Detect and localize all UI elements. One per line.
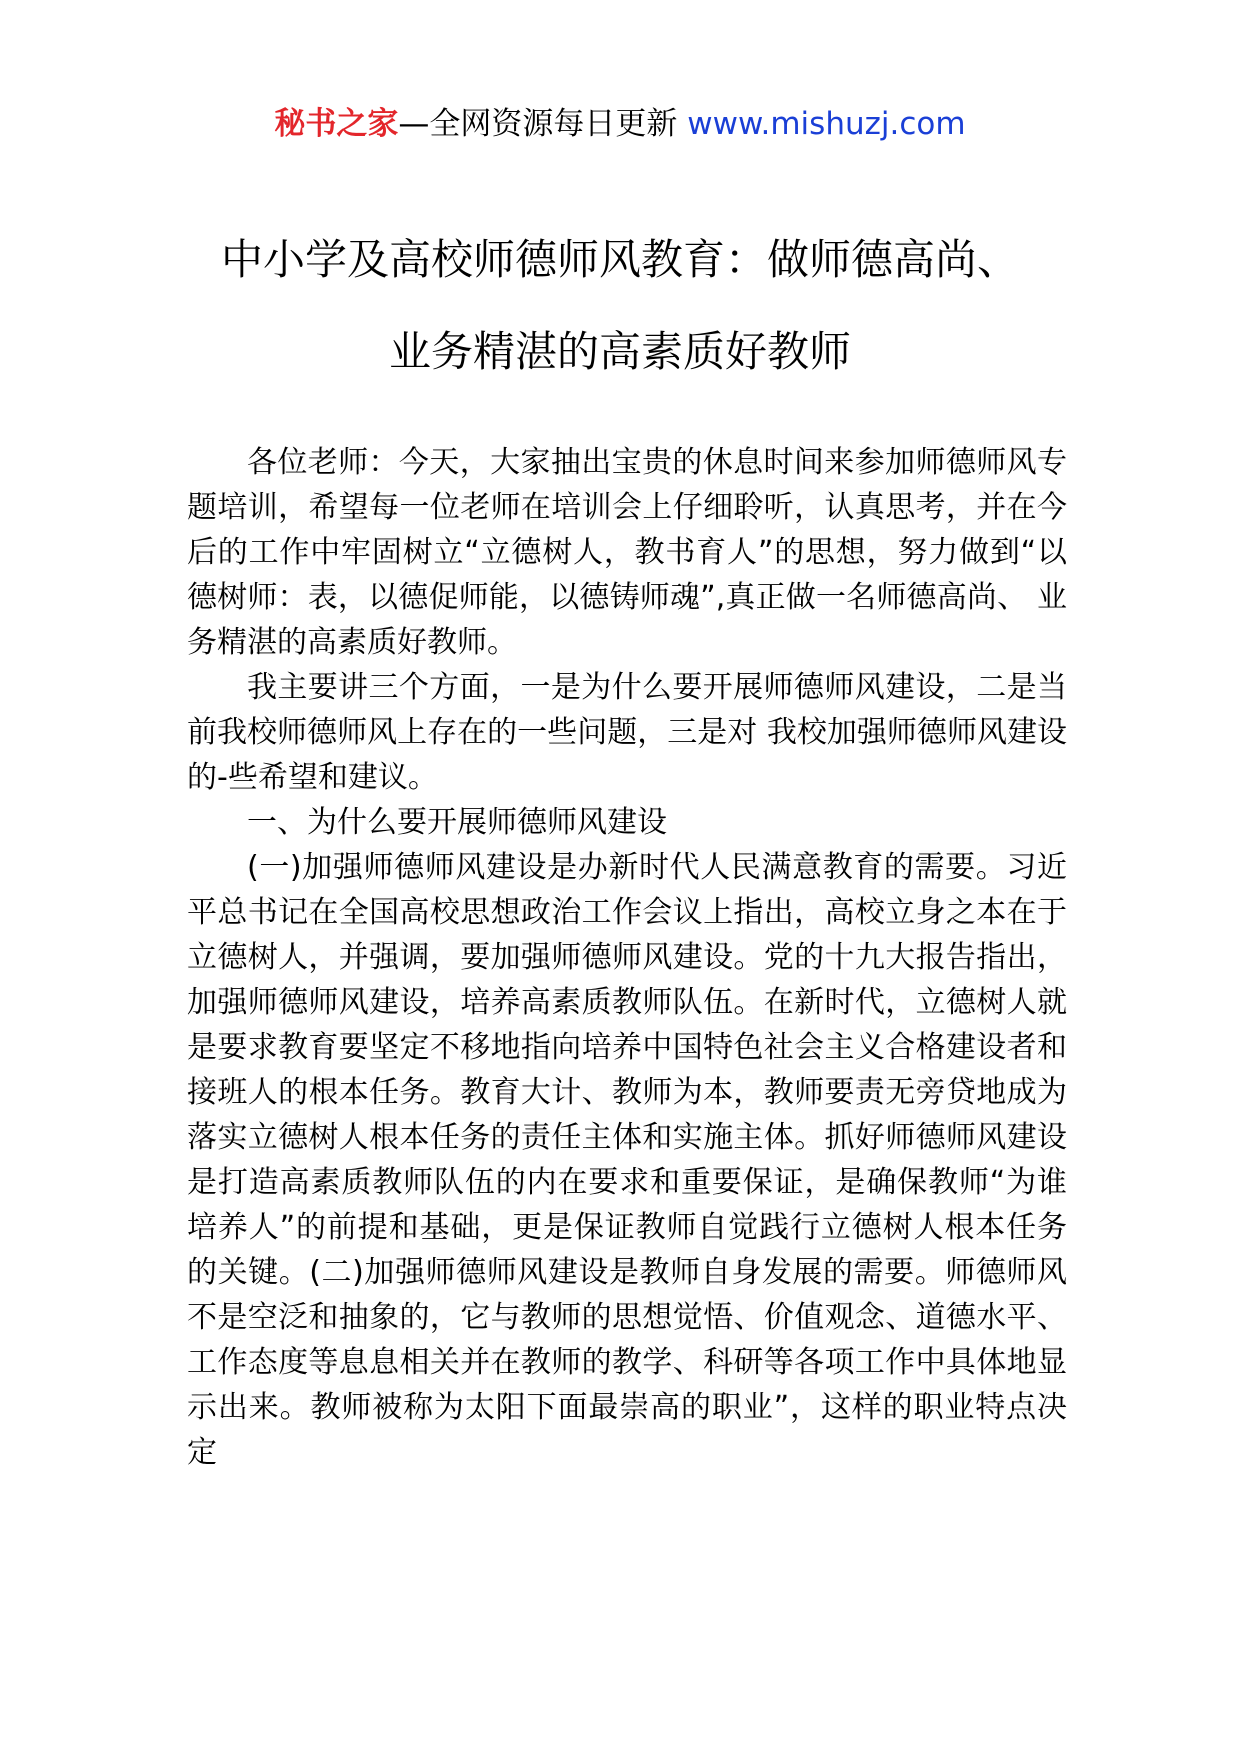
site-url-link[interactable]: www.mishuzj.com xyxy=(687,106,966,142)
paragraph-outline: 我主要讲三个方面，一是为什么要开展师德师风建设，二是当前我校师德师风上存在的一些问题，三是对 我校加强师德师风建设的-些希望和建议。 xyxy=(187,670,1067,795)
section-heading-1: 一、为什么要开展师德师风建设 xyxy=(247,805,667,840)
brand-name: 秘书之家 xyxy=(274,106,399,142)
document-body xyxy=(187,440,1067,1475)
paragraph-section-1: (一)加强师德师风建设是办新时代人民满意教育的需要。习近平总书记在全国高校思想政治工作会议上指出，高校立身之本在于立德树人，并强调，要加强师德师风建设。党的十九大报告指出，加强师德师风建设，培养高素质教师队伍。在新时代，立德树人就是要求教育要坚定不移地指向培养中国特色社会主义合格建设者和接班人的根本任务。教育大计、教师为本，教师要责无旁贷地成为落实立德树人根本任务的责任主体和实施主体。抓好师德师风建设是打造高素质教师队伍的内在要求和重要保证，是确保教师“为谁培养人”的前提和基础，更是保证教师自觉践行立德树人根本任务的关键。(二)加强师德师风建设是教师自身发展的需要。师德师风不是空泛和抽象的，它与教师的思想觉悟、价值观念、道德水平、工作态度等息息相关并在教师的教学、科研等各项工作中具体地显示出来。教师被称为太阳下面最崇高的职业”，这样的职业特点决定 xyxy=(187,850,1067,1470)
site-header xyxy=(0,104,1240,144)
document-title-line-1: 中小学及高校师德师风教育：做师德高尚、 xyxy=(220,235,1019,284)
document-title-line-2: 业务精湛的高素质好教师 xyxy=(388,327,851,376)
paragraph-greeting: 各位老师：今天，大家抽出宝贵的休息时间来参加师德师风专题培训，希望每一位老师在培训会上仔细聆听，认真思考，并在今后的工作中牢固树立“立德树人，教书育人”的思想，努力做到“以德树师：表，以德促师能，以德铸师魂”,真正做一名师德高尚、 业务精湛的高素质好教师。 xyxy=(187,445,1067,660)
header-tagline: —全网资源每日更新 xyxy=(398,106,688,142)
